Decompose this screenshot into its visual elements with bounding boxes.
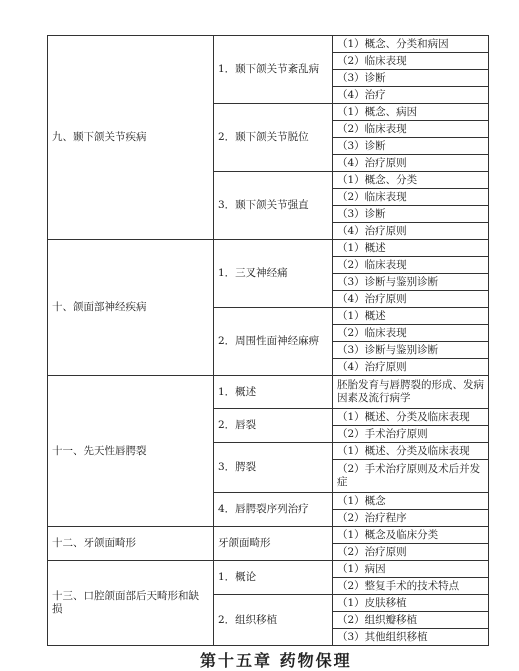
point-item: （2）临床表现 xyxy=(333,257,489,274)
syllabus-table xyxy=(47,35,489,646)
point-item: （2）临床表现 xyxy=(333,325,489,342)
topic-name: 3．颞下颌关节强直 xyxy=(214,172,333,240)
point-item: （1）病因 xyxy=(333,561,489,578)
unit-title: 十、颌面部神经疾病 xyxy=(48,240,214,376)
point-item: （3）诊断 xyxy=(333,70,489,87)
table-row xyxy=(48,240,489,257)
topic-name: 2．组织移植 xyxy=(214,595,333,646)
topic-name: 1．概论 xyxy=(214,561,333,595)
table-row xyxy=(48,36,489,53)
point-item: （1）概述、分类及临床表现 xyxy=(333,443,489,460)
point-item: （2）整复手术的技术特点 xyxy=(333,578,489,595)
point-item: （1）概述 xyxy=(333,240,489,257)
point-item: （1）概念、分类 xyxy=(333,172,489,189)
topic-name: 2．颞下颌关节脱位 xyxy=(214,104,333,172)
point-item: （4）治疗 xyxy=(333,87,489,104)
topic-name: 1．颞下颌关节紊乱病 xyxy=(214,36,333,104)
topic-name: 1．三叉神经痛 xyxy=(214,240,333,308)
point-item: （3）诊断与鉴别诊断 xyxy=(333,342,489,359)
point-item: （1）概述 xyxy=(333,308,489,325)
point-item: （1）概念 xyxy=(333,493,489,510)
topic-name: 牙颌面畸形 xyxy=(214,527,333,561)
point-item: （4）治疗原则 xyxy=(333,359,489,376)
point-item: （2）手术治疗原则 xyxy=(333,426,489,443)
unit-title: 十二、牙颌面畸形 xyxy=(48,527,214,561)
point-item: （4）治疗原则 xyxy=(333,155,489,172)
point-item: （2）临床表现 xyxy=(333,121,489,138)
table-row xyxy=(48,561,489,578)
unit-title: 九、颞下颌关节疾病 xyxy=(48,36,214,240)
point-item: （2）治疗原则 xyxy=(333,544,489,561)
next-chapter-heading: 第十五章 药物保理 xyxy=(200,651,352,670)
point-item: （1）概念、分类和病因 xyxy=(333,36,489,53)
point-item: （1）概念及临床分类 xyxy=(333,527,489,544)
topic-name: 3．腭裂 xyxy=(214,443,333,493)
point-item: （2）治疗程序 xyxy=(333,510,489,527)
point-item: （2）手术治疗原则及术后并发症 xyxy=(333,460,489,493)
point-item: （3）诊断 xyxy=(333,206,489,223)
point-item: （3）诊断 xyxy=(333,138,489,155)
point-item: （2）组织瓣移植 xyxy=(333,612,489,629)
table-row xyxy=(48,527,489,544)
unit-title: 十一、先天性唇腭裂 xyxy=(48,376,214,527)
topic-name: 4．唇腭裂序列治疗 xyxy=(214,493,333,527)
point-item: 胚胎发育与唇腭裂的形成、发病因素及流行病学 xyxy=(333,376,489,409)
topic-name: 2．周围性面神经麻痹 xyxy=(214,308,333,376)
point-item: （3）诊断与鉴别诊断 xyxy=(333,274,489,291)
point-item: （2）临床表现 xyxy=(333,53,489,70)
point-item: （3）其他组织移植 xyxy=(333,629,489,646)
unit-title: 十三、口腔颌面部后天畸形和缺损 xyxy=(48,561,214,646)
point-item: （2）临床表现 xyxy=(333,189,489,206)
point-item: （1）概述、分类及临床表现 xyxy=(333,409,489,426)
table-row xyxy=(48,376,489,409)
point-item: （1）概念、病因 xyxy=(333,104,489,121)
point-item: （1）皮肤移植 xyxy=(333,595,489,612)
topic-name: 1．概述 xyxy=(214,376,333,409)
point-item: （4）治疗原则 xyxy=(333,223,489,240)
topic-name: 2．唇裂 xyxy=(214,409,333,443)
point-item: （4）治疗原则 xyxy=(333,291,489,308)
